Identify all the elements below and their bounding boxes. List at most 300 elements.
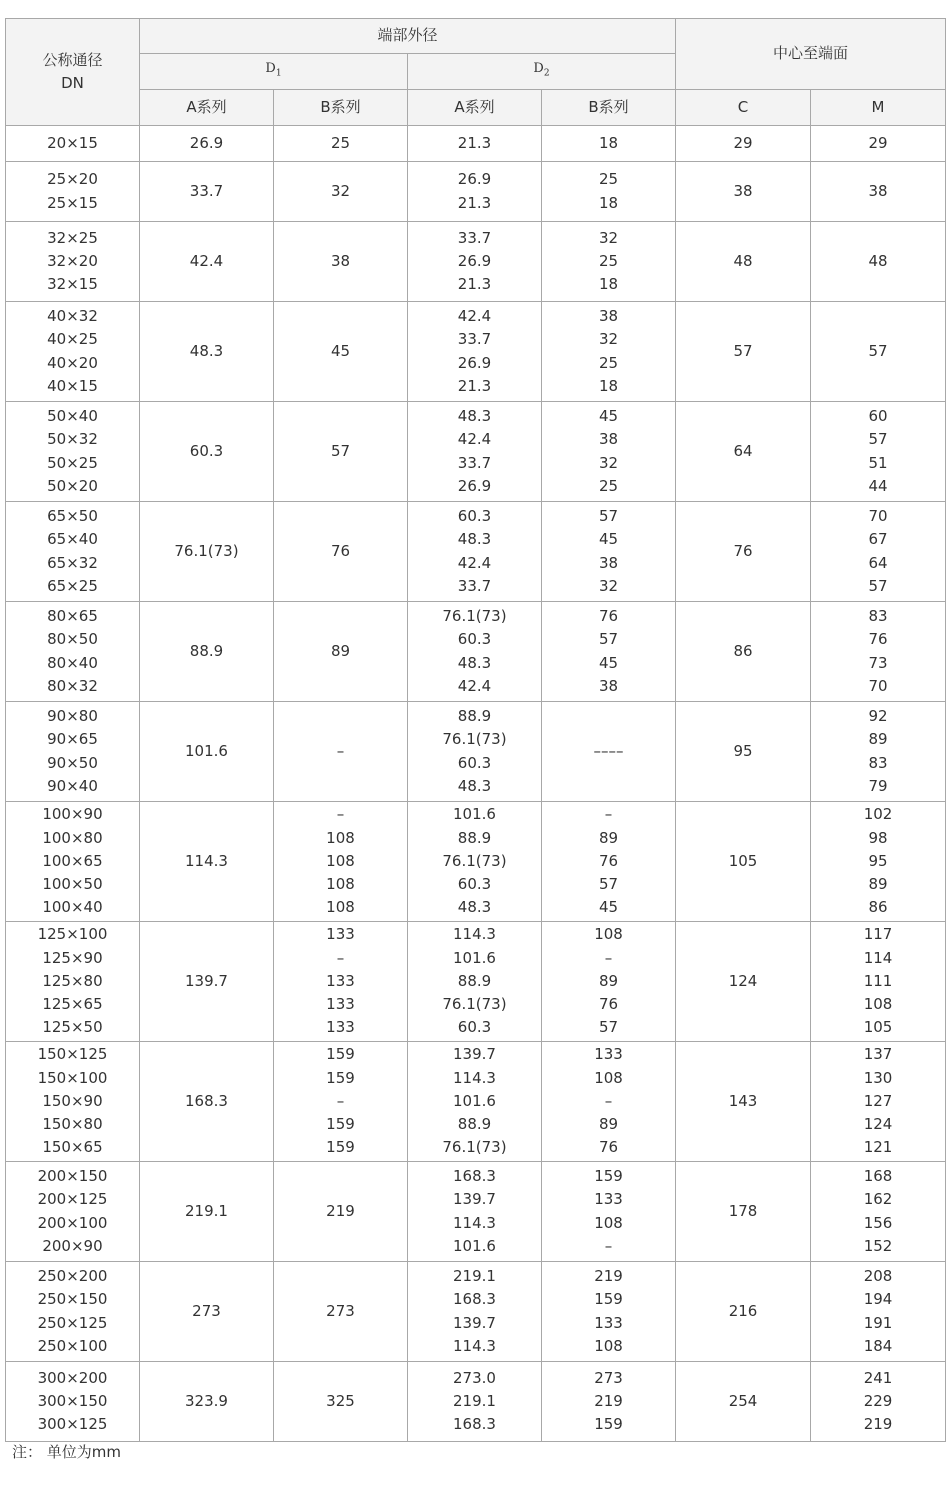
d2-b-cell-value: 219 (594, 1391, 623, 1410)
dn-cell-value: 50×32 (47, 430, 98, 449)
table-row (6, 222, 946, 302)
m-cell-value: 127 (863, 1091, 893, 1110)
dn-cell (6, 1162, 140, 1262)
m-cell (811, 502, 946, 602)
d2-b-cell (542, 1262, 676, 1362)
d1-b-cell-value: 108 (326, 898, 355, 917)
d2-b-cell (542, 1362, 676, 1442)
m-cell (811, 602, 946, 702)
d2-b-cell-value: –––– (593, 741, 624, 760)
d1-a-cell: 114.3 (140, 802, 274, 922)
dn-cell-value: 150×65 (42, 1138, 103, 1157)
d2-b-cell-value: 108 (594, 1068, 623, 1087)
d2-a-cell-value: 101.6 (453, 1091, 496, 1110)
d1-a-cell: 139.7 (140, 922, 274, 1042)
d1-b-cell (274, 126, 408, 162)
dn-cell-value: 20×15 (47, 133, 98, 152)
d2-a-cell-value: 60.3 (457, 506, 492, 525)
dn-cell-value: 200×90 (42, 1236, 103, 1255)
d2-b-cell-value: 25 (598, 251, 619, 270)
d2-a-cell-value: 76.1(73) (442, 730, 507, 749)
d1-a-cell: 33.7 (140, 162, 274, 222)
dn-cell-value: 40×15 (47, 376, 98, 395)
d2-a-cell-value: 42.4 (457, 430, 492, 449)
d1-b-cell-value: 159 (326, 1115, 355, 1134)
d2-a-cell (408, 222, 542, 302)
d2-b-cell-value: 76 (598, 1138, 619, 1157)
header-d2-a-series: A系列 (408, 90, 542, 126)
d1-b-cell (274, 302, 408, 402)
header-d1-b-series: B系列 (274, 90, 408, 126)
d2-b-cell-value: 133 (594, 1045, 623, 1064)
dn-cell-value: 40×20 (47, 353, 98, 372)
header-dn-line: DN (61, 74, 84, 92)
dn-cell-value: 50×25 (47, 453, 98, 472)
d2-b-cell-value: 76 (598, 995, 619, 1014)
c-cell: 124 (676, 922, 811, 1042)
d2-a-cell (408, 302, 542, 402)
d2-a-cell-value: 88.9 (457, 828, 492, 847)
m-cell-value: 98 (868, 828, 888, 847)
dn-cell-value: 90×40 (47, 776, 98, 795)
dn-cell-value: 200×100 (37, 1213, 108, 1232)
d2-a-cell-value: 101.6 (453, 1236, 496, 1255)
header-m: M (811, 90, 946, 126)
d2-a-cell-value: 60.3 (457, 1018, 492, 1037)
m-cell (811, 922, 946, 1042)
d2-a-cell-value: 114.3 (453, 925, 496, 944)
dn-cell-value: 100×65 (42, 851, 103, 870)
d1-a-cell: 219.1 (140, 1162, 274, 1262)
table-row (6, 702, 946, 802)
m-cell-value: 38 (868, 181, 888, 200)
dn-cell-value: 50×40 (47, 406, 98, 425)
d2-a-cell (408, 1362, 542, 1442)
d2-a-cell (408, 1262, 542, 1362)
d2-a-cell-value: 21.3 (457, 275, 492, 294)
dn-cell (6, 402, 140, 502)
d2-b-cell-value: 76 (598, 606, 619, 625)
m-cell-value: 191 (863, 1313, 893, 1332)
dn-cell-value: 100×50 (42, 875, 103, 894)
m-cell-value: 121 (863, 1138, 893, 1157)
m-cell (811, 702, 946, 802)
d2-a-cell (408, 402, 542, 502)
d2-b-cell-value: 159 (594, 1415, 623, 1434)
d1-b-cell-value: 76 (330, 541, 351, 560)
c-cell: 76 (676, 502, 811, 602)
dn-cell-value: 300×200 (37, 1368, 108, 1387)
dn-cell-value: 65×25 (47, 576, 98, 595)
header-end-od: 端部外径 (140, 19, 676, 54)
dn-cell-value: 250×100 (37, 1336, 108, 1355)
header-c: C (676, 90, 811, 126)
d1-b-cell (274, 922, 408, 1042)
table-row (6, 1042, 946, 1162)
d2-b-cell-value: 25 (598, 476, 619, 495)
dn-cell-value: 65×40 (47, 530, 98, 549)
d1-b-cell (274, 222, 408, 302)
d2-a-cell (408, 702, 542, 802)
dn-cell (6, 602, 140, 702)
m-cell (811, 1262, 946, 1362)
c-cell: 143 (676, 1042, 811, 1162)
d2-a-cell (408, 126, 542, 162)
c-cell: 86 (676, 602, 811, 702)
dn-cell-value: 32×20 (47, 251, 98, 270)
c-cell: 216 (676, 1262, 811, 1362)
dn-cell (6, 1362, 140, 1442)
table-row (6, 1262, 946, 1362)
dn-cell (6, 222, 140, 302)
d2-a-cell-value: 21.3 (457, 376, 492, 395)
d2-a-cell-value: 139.7 (453, 1045, 496, 1064)
dn-cell (6, 126, 140, 162)
m-cell-value: 219 (863, 1415, 893, 1434)
d1-b-cell (274, 1042, 408, 1162)
dn-cell-value: 125×90 (42, 948, 103, 967)
d2-b-cell-value: 57 (598, 630, 619, 649)
m-cell-value: 51 (868, 453, 888, 472)
m-cell (811, 126, 946, 162)
d2-b-cell-value: 89 (598, 1115, 619, 1134)
d1-b-cell (274, 402, 408, 502)
m-cell-value: 124 (863, 1115, 893, 1134)
dn-cell-value: 200×150 (37, 1166, 108, 1185)
m-cell (811, 162, 946, 222)
d1-b-cell-value: 108 (326, 828, 355, 847)
d1-b-cell-value: 45 (330, 341, 351, 360)
d2-b-cell-value: 76 (598, 851, 619, 870)
header-d2-letter: D (533, 61, 544, 77)
d2-b-cell (542, 602, 676, 702)
d2-b-cell-value: 25 (598, 353, 619, 372)
m-cell-value: 86 (868, 898, 888, 917)
unit-note: 注： 单位为mm (12, 1443, 121, 1461)
c-cell: 178 (676, 1162, 811, 1262)
d1-a-cell: 42.4 (140, 222, 274, 302)
m-cell-value: 44 (868, 476, 888, 495)
d1-b-cell-value: 159 (326, 1045, 355, 1064)
d1-b-cell-value: 108 (326, 875, 355, 894)
d1-b-cell-value: 133 (326, 971, 355, 990)
m-cell-value: 92 (868, 706, 888, 725)
m-cell-value: 114 (863, 948, 893, 967)
d2-b-cell-value: 159 (594, 1290, 623, 1309)
header-d1 (140, 54, 408, 90)
d2-a-cell (408, 602, 542, 702)
d1-a-cell: 168.3 (140, 1042, 274, 1162)
d1-a-cell: 26.9 (140, 126, 274, 162)
m-cell (811, 402, 946, 502)
d2-a-cell-value: 168.3 (453, 1415, 496, 1434)
dn-cell-value: 300×125 (37, 1415, 108, 1434)
d2-a-cell-value: 60.3 (457, 630, 492, 649)
m-cell-value: 102 (863, 805, 893, 824)
d2-b-cell-value: 108 (594, 925, 623, 944)
table-row (6, 402, 946, 502)
d2-a-cell (408, 502, 542, 602)
d1-b-cell-value: – (336, 1091, 345, 1110)
d2-a-cell-value: 33.7 (457, 576, 492, 595)
m-cell-value: 95 (868, 851, 888, 870)
dn-cell-value: 150×90 (42, 1091, 103, 1110)
d2-b-cell-value: 89 (598, 971, 619, 990)
dn-cell-value: 100×80 (42, 828, 103, 847)
c-cell: 57 (676, 302, 811, 402)
header-center-to-end: 中心至端面 (676, 19, 946, 90)
spec-table (5, 18, 946, 1442)
d1-b-cell (274, 1362, 408, 1442)
dn-cell-value: 80×32 (47, 676, 98, 695)
d2-b-cell-value: 133 (594, 1190, 623, 1209)
dn-cell-value: 65×32 (47, 553, 98, 572)
d1-b-cell-value: 273 (326, 1301, 355, 1320)
dn-cell (6, 802, 140, 922)
d2-b-cell (542, 162, 676, 222)
d2-b-cell-value: 273 (594, 1368, 623, 1387)
d2-a-cell-value: 114.3 (453, 1213, 496, 1232)
d2-b-cell-value: – (604, 805, 613, 824)
dn-cell-value: 125×100 (37, 925, 108, 944)
d2-a-cell (408, 922, 542, 1042)
d2-b-cell-value: 89 (598, 828, 619, 847)
dn-cell-value: 25×15 (47, 193, 98, 212)
table-row (6, 922, 946, 1042)
table-row (6, 1362, 946, 1442)
dn-cell-value: 90×80 (47, 706, 98, 725)
d2-a-cell-value: 33.7 (457, 228, 492, 247)
d1-b-cell-value: 133 (326, 995, 355, 1014)
d1-a-cell: 48.3 (140, 302, 274, 402)
d2-b-cell-value: 159 (594, 1166, 623, 1185)
d1-b-cell-value: 133 (326, 1018, 355, 1037)
d2-a-cell-value: 42.4 (457, 553, 492, 572)
m-cell-value: 152 (863, 1236, 893, 1255)
m-cell-value: 70 (868, 506, 888, 525)
m-cell (811, 302, 946, 402)
d2-a-cell-value: 48.3 (457, 406, 492, 425)
d2-b-cell-value: 38 (598, 553, 619, 572)
dn-cell-value: 100×90 (42, 805, 103, 824)
d1-b-cell (274, 1162, 408, 1262)
dn-cell-value: 40×25 (47, 330, 98, 349)
d2-b-cell-value: 25 (598, 170, 619, 189)
m-cell-value: 208 (863, 1266, 893, 1285)
header-dn-line: 公称通径 (42, 50, 103, 69)
d2-a-cell-value: 21.3 (457, 133, 492, 152)
d1-b-cell-value: 89 (330, 641, 351, 660)
dn-cell-value: 80×40 (47, 653, 98, 672)
d2-a-cell-value: 219.1 (453, 1391, 496, 1410)
d1-b-cell-value: 219 (326, 1201, 355, 1220)
m-cell-value: 89 (868, 875, 888, 894)
d2-a-cell-value: 219.1 (453, 1266, 496, 1285)
d2-b-cell (542, 222, 676, 302)
d2-a-cell-value: 168.3 (453, 1166, 496, 1185)
dn-cell-value: 80×50 (47, 630, 98, 649)
d1-b-cell (274, 162, 408, 222)
c-cell: 105 (676, 802, 811, 922)
d2-a-cell-value: 88.9 (457, 1115, 492, 1134)
m-cell-value: 73 (868, 653, 888, 672)
dn-cell-value: 40×32 (47, 306, 98, 325)
m-cell-value: 229 (863, 1391, 893, 1410)
d2-b-cell-value: 18 (598, 133, 619, 152)
dn-cell-value: 25×20 (47, 170, 98, 189)
d2-b-cell (542, 1042, 676, 1162)
d1-b-cell-value: 108 (326, 851, 355, 870)
d1-b-cell-value: 38 (330, 251, 351, 270)
m-cell-value: 67 (868, 530, 888, 549)
d2-a-cell-value: 33.7 (457, 453, 492, 472)
table-row (6, 602, 946, 702)
m-cell-value: 89 (868, 730, 888, 749)
dn-cell-value: 80×65 (47, 606, 98, 625)
d2-b-cell-value: 45 (598, 653, 619, 672)
m-cell-value: 48 (868, 251, 888, 270)
d2-b-cell (542, 1162, 676, 1262)
dn-cell-value: 125×50 (42, 1018, 103, 1037)
header-d2 (408, 54, 676, 90)
d2-a-cell-value: 42.4 (457, 306, 492, 325)
header-d2-b-series: B系列 (542, 90, 676, 126)
c-cell: 95 (676, 702, 811, 802)
dn-cell-value: 32×15 (47, 275, 98, 294)
dn-cell-value: 65×50 (47, 506, 98, 525)
d1-b-cell-value: – (336, 805, 345, 824)
d2-b-cell (542, 702, 676, 802)
d1-b-cell-value: – (336, 741, 345, 760)
header-d1-letter: D (265, 61, 276, 77)
d2-a-cell (408, 162, 542, 222)
m-cell-value: 29 (868, 133, 888, 152)
d2-b-cell-value: – (604, 1091, 613, 1110)
dn-cell-value: 90×65 (47, 730, 98, 749)
table-row (6, 502, 946, 602)
m-cell (811, 222, 946, 302)
d1-b-cell (274, 502, 408, 602)
d2-b-cell (542, 502, 676, 602)
d2-a-cell-value: 60.3 (457, 875, 492, 894)
d2-a-cell-value: 139.7 (453, 1313, 496, 1332)
m-cell (811, 1042, 946, 1162)
table-row (6, 162, 946, 222)
dn-cell-value: 100×40 (42, 898, 103, 917)
d2-a-cell-value: 88.9 (457, 971, 492, 990)
dn-cell (6, 1042, 140, 1162)
d1-b-cell-value: 57 (330, 441, 351, 460)
d2-a-cell (408, 1042, 542, 1162)
d2-a-cell-value: 33.7 (457, 330, 492, 349)
d2-b-cell-value: 32 (598, 576, 619, 595)
m-cell-value: 83 (868, 753, 888, 772)
d2-b-cell (542, 802, 676, 922)
dn-cell (6, 1262, 140, 1362)
table-row (6, 802, 946, 922)
dn-cell-value: 250×150 (37, 1290, 108, 1309)
dn-cell (6, 302, 140, 402)
d2-a-cell-value: 88.9 (457, 706, 492, 725)
d2-b-cell-value: 38 (598, 430, 619, 449)
d2-b-cell (542, 922, 676, 1042)
d2-a-cell-value: 26.9 (457, 476, 492, 495)
m-cell-value: 117 (863, 925, 893, 944)
m-cell-value: 76 (868, 630, 888, 649)
m-cell-value: 57 (868, 576, 888, 595)
c-cell: 64 (676, 402, 811, 502)
d1-a-cell: 60.3 (140, 402, 274, 502)
d1-b-cell-value: 159 (326, 1068, 355, 1087)
d2-a-cell-value: 76.1(73) (442, 851, 507, 870)
d2-a-cell (408, 802, 542, 922)
m-cell-value: 194 (863, 1290, 893, 1309)
d2-b-cell-value: – (604, 948, 613, 967)
d2-a-cell-value: 168.3 (453, 1290, 496, 1309)
d2-a-cell-value: 76.1(73) (442, 606, 507, 625)
d2-b-cell (542, 302, 676, 402)
dn-cell-value: 250×200 (37, 1266, 108, 1285)
d1-b-cell (274, 602, 408, 702)
dn-cell (6, 502, 140, 602)
table-row (6, 126, 946, 162)
dn-cell-value: 300×150 (37, 1391, 108, 1410)
dn-cell-value: 125×65 (42, 995, 103, 1014)
m-cell-value: 79 (868, 776, 888, 795)
d1-b-cell-value: 32 (330, 181, 351, 200)
d1-b-cell-value: 25 (330, 133, 351, 152)
d1-b-cell-value: 133 (326, 925, 355, 944)
m-cell-value: 105 (863, 1018, 893, 1037)
m-cell-value: 108 (863, 995, 893, 1014)
d2-b-cell-value: 45 (598, 898, 619, 917)
d2-a-cell-value: 26.9 (457, 170, 492, 189)
d2-b-cell-value: 57 (598, 875, 619, 894)
d2-b-cell-value: – (604, 1236, 613, 1255)
d2-a-cell-value: 101.6 (453, 805, 496, 824)
d2-b-cell-value: 18 (598, 275, 619, 294)
m-cell-value: 168 (863, 1166, 893, 1185)
dn-cell-value: 200×125 (37, 1190, 108, 1209)
d2-a-cell-value: 48.3 (457, 653, 492, 672)
d2-b-cell-value: 18 (598, 376, 619, 395)
dn-cell-value: 150×80 (42, 1115, 103, 1134)
d1-a-cell: 88.9 (140, 602, 274, 702)
d1-b-cell-value: 325 (326, 1391, 355, 1410)
dn-cell-value: 150×125 (37, 1045, 108, 1064)
d2-b-cell-value: 133 (594, 1313, 623, 1332)
dn-cell-value: 90×50 (47, 753, 98, 772)
d2-a-cell (408, 1162, 542, 1262)
d1-b-cell (274, 802, 408, 922)
header-d1-a-series: A系列 (140, 90, 274, 126)
d2-a-cell-value: 273.0 (453, 1368, 496, 1387)
dn-cell-value: 150×100 (37, 1068, 108, 1087)
m-cell-value: 137 (863, 1045, 893, 1064)
d2-b-cell (542, 126, 676, 162)
dn-cell-value: 250×125 (37, 1313, 108, 1332)
d2-b-cell-value: 219 (594, 1266, 623, 1285)
d2-b-cell-value: 45 (598, 530, 619, 549)
m-cell-value: 111 (863, 971, 893, 990)
header-d1-sub: 1 (275, 68, 282, 79)
d2-a-cell-value: 60.3 (457, 753, 492, 772)
m-cell (811, 1162, 946, 1262)
dn-cell (6, 162, 140, 222)
d1-a-cell: 323.9 (140, 1362, 274, 1442)
d2-a-cell-value: 48.3 (457, 776, 492, 795)
header-d2-sub: 2 (543, 68, 550, 79)
